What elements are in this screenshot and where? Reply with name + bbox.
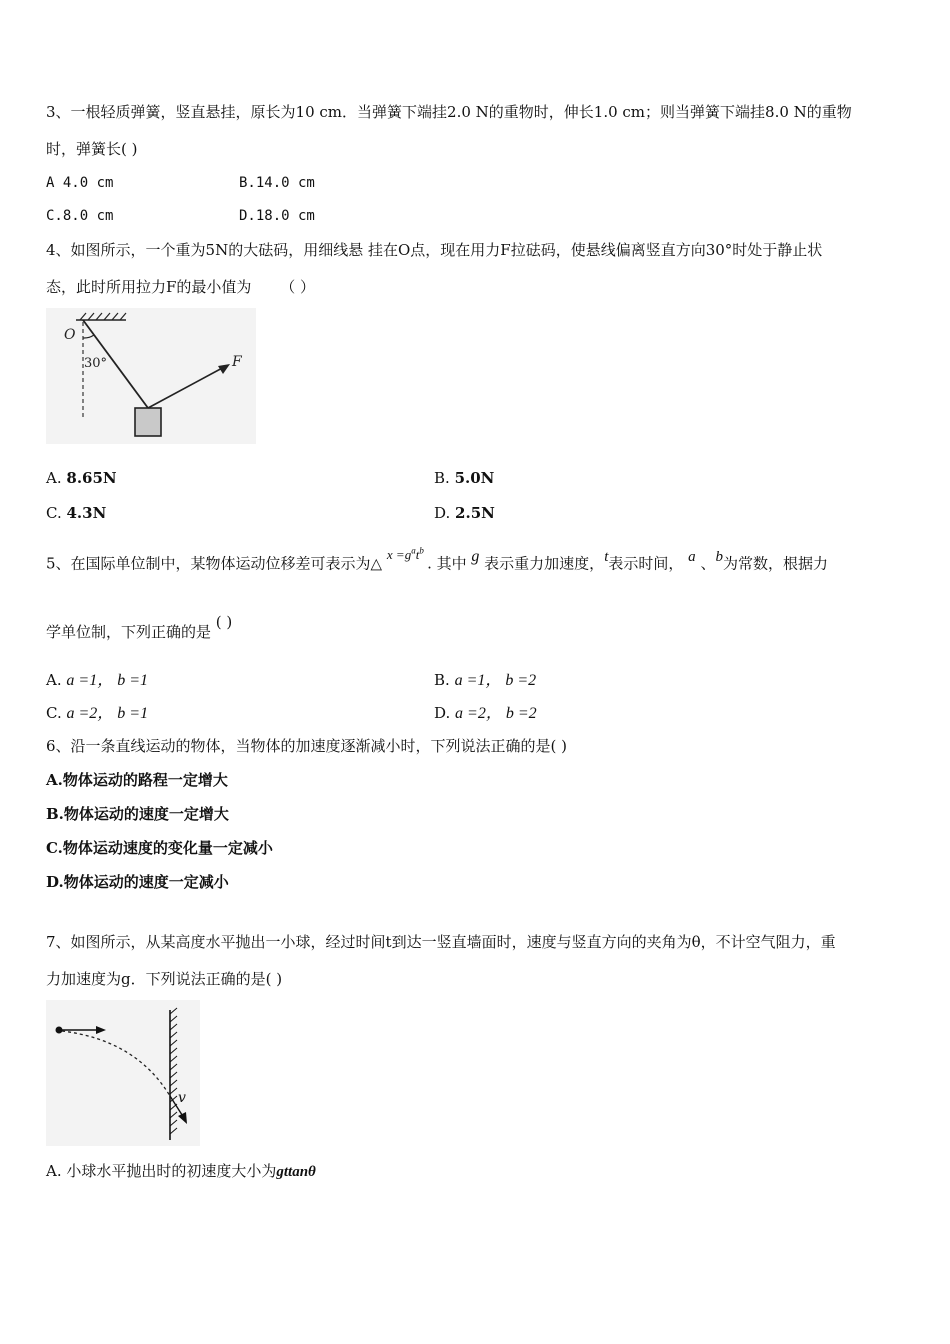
q4-option-b [434, 467, 494, 489]
q5-option-d [434, 702, 537, 725]
q7-stem-line1: 7、如图所示，从某高度水平抛出一小球，经过时间t到达一竖直墙面时，速度与竖直方向的夹角为θ，不计空气阻力，重 [46, 933, 836, 951]
q7-stem-line2: 力加速度为g．下列说法正确的是( ) [46, 970, 283, 988]
q4-stem-line2 [46, 276, 315, 298]
q5-text-3: 表示重力加速度， [484, 554, 605, 573]
q5-text-2: . 其中 [427, 554, 467, 573]
q5-option-c [46, 702, 148, 725]
q4-option-a-letter: A. [46, 469, 62, 487]
q3-option-a: A 4.0 cm [46, 175, 114, 191]
q4-option-d-value: 2.5N [455, 504, 495, 522]
q3-option-d: D.18.0 cm [239, 208, 315, 224]
q6-option-d: D.物体运动的速度一定减小 [46, 873, 229, 891]
q5-text-5: 为常数，根据力 [722, 554, 828, 573]
q7-option-a-expr: gttanθ [276, 1164, 316, 1180]
q3-option-b: B.14.0 cm [239, 175, 315, 191]
q4-force-diagram [46, 308, 256, 444]
q5-option-c-value: a =2， b =1 [66, 705, 149, 722]
q3-option-c: C.8.0 cm [46, 208, 114, 224]
q4-option-b-value: 5.0N [454, 469, 495, 487]
q4-option-a [46, 467, 117, 489]
q7-option-a [46, 1160, 316, 1183]
q5-option-b-letter: B. [434, 671, 450, 689]
q4-option-d [434, 502, 495, 524]
q4-option-a-value: 8.65N [66, 469, 117, 487]
q5-option-a [46, 669, 148, 692]
formula-t: t [415, 547, 420, 563]
q5-text-6: 学单位制，下列正确的是 [46, 623, 212, 641]
label-v: v [178, 1090, 186, 1106]
formula-g: g [404, 547, 412, 563]
label-o: O [64, 327, 76, 343]
q5-stem-line1 [46, 547, 828, 577]
q5-option-d-letter: D. [434, 704, 451, 722]
q5-option-d-value: a =2， b =2 [455, 705, 537, 722]
q6-option-c: C.物体运动速度的变化量一定减小 [46, 839, 273, 857]
q7-projectile-diagram [46, 1000, 200, 1146]
q5-option-b [434, 669, 536, 692]
q4-option-c-letter: C. [46, 504, 62, 522]
formula-exp-b: b [419, 546, 424, 556]
q5-formula [387, 547, 427, 562]
q5-separator: 、 [700, 554, 716, 573]
q4-stem-line1: 4、如图所示，一个重为5N的大砝码，用细线悬 挂在O点，现在用力F拉砝码，使悬线偏离竖直方向30°时处于静止状 [46, 241, 823, 259]
q5-stem-line2 [46, 613, 233, 643]
q5-var-t: t [604, 549, 609, 566]
q5-answer-paren: ( ) [215, 613, 233, 631]
label-f: F [232, 354, 242, 370]
ball [56, 1027, 63, 1034]
q4-option-d-letter: D. [434, 504, 451, 522]
q5-text-4: 表示时间， [608, 554, 684, 573]
formula-exp-a: a [411, 546, 416, 556]
q7-option-a-text: A. 小球水平抛出时的初速度大小为 [46, 1162, 277, 1180]
q6-stem: 6、沿一条直线运动的物体，当物体的加速度逐渐减小时，下列说法正确的是( ) [46, 737, 568, 755]
q3-stem-line1: 3、一根轻质弹簧，竖直悬挂，原长为10 cm．当弹簧下端挂2.0 N的重物时，伸长1.0 cm；则当弹簧下端挂8.0 N的重物 [46, 103, 852, 121]
q4-stem-text: 态，此时所用拉力F的最小值为 [46, 278, 252, 296]
label-angle: 30° [84, 356, 108, 371]
q5-var-b: b [715, 549, 723, 566]
q5-option-b-value: a =1， b =2 [454, 672, 537, 689]
q5-var-a: a [688, 549, 696, 566]
q4-option-c-value: 4.3N [66, 504, 107, 522]
q6-option-a: A.物体运动的路程一定增大 [46, 771, 228, 789]
q4-option-c [46, 502, 106, 524]
q5-option-c-letter: C. [46, 704, 62, 722]
q5-var-g: g [471, 548, 480, 566]
q5-option-a-value: a =1， b =1 [66, 672, 148, 689]
q5-option-a-letter: A. [46, 671, 62, 689]
formula-equals: = [395, 547, 405, 563]
q4-answer-paren: （ ） [280, 278, 315, 296]
q3-stem-line2: 时，弹簧长( ) [46, 140, 138, 158]
q4-option-b-letter: B. [434, 469, 450, 487]
q6-option-b: B.物体运动的速度一定增大 [46, 805, 229, 823]
q5-text-1: 5、在国际单位制中，某物体运动位移差可表示为△ [46, 554, 383, 573]
formula-x: x [386, 547, 393, 563]
weight-block [135, 408, 161, 436]
